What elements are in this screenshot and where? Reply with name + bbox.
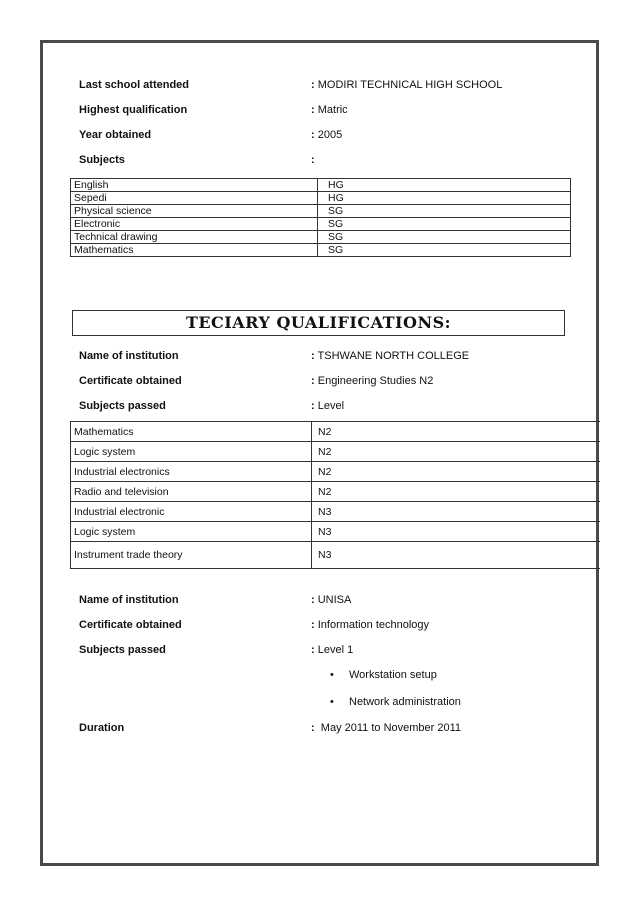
subject-grade: HG: [318, 179, 571, 192]
subject-level: N3: [312, 502, 601, 522]
subject-grade: SG: [318, 218, 571, 231]
subject-name: Logic system: [71, 522, 312, 542]
field-value-last-school: : MODIRI TECHNICAL HIGH SCHOOL: [311, 79, 503, 91]
table-row: [71, 422, 601, 442]
subject-name: Technical drawing: [71, 231, 318, 244]
subject-grade: SG: [318, 205, 571, 218]
subject-name: Physical science: [71, 205, 318, 218]
table-row: [71, 205, 571, 218]
subject-name: Mathematics: [71, 244, 318, 257]
subject-grade: HG: [318, 192, 571, 205]
subject-level: N3: [312, 522, 601, 542]
field-value-subjects-passed: : Level: [311, 400, 345, 412]
module-item: Network administration: [349, 696, 461, 708]
table-row: [71, 442, 601, 462]
field-value-institution: : TSHWANE NORTH COLLEGE: [311, 350, 470, 362]
table-row: [71, 179, 571, 192]
table-row: [71, 462, 601, 482]
field-label-institution: Name of institution: [79, 350, 179, 362]
subject-name: Sepedi: [71, 192, 318, 205]
bullet-icon: •: [330, 696, 334, 708]
field-label-certificate: Certificate obtained: [79, 375, 182, 387]
field-label-institution-unisa: Name of institution: [79, 594, 179, 606]
subject-name: Mathematics: [71, 422, 312, 442]
field-label-subjects-passed: Subjects passed: [79, 400, 166, 412]
field-label-last-school: Last school attended: [79, 79, 190, 91]
bullet-icon: •: [330, 669, 334, 681]
subject-name: Instrument trade theory: [71, 542, 312, 569]
table-row: [71, 231, 571, 244]
subject-level: N2: [312, 482, 601, 502]
field-label-subjects-passed-unisa: Subjects passed: [79, 644, 166, 656]
field-label-certificate-unisa: Certificate obtained: [79, 619, 182, 631]
subject-level: N2: [312, 442, 601, 462]
subject-grade: SG: [318, 231, 571, 244]
field-value-subjects: :: [311, 154, 315, 166]
tertiary-heading: TECIARY QUALIFICATIONS:: [72, 310, 565, 336]
field-value-duration: : May 2011 to November 2011: [311, 722, 462, 734]
table-row: [71, 192, 571, 205]
table-row: [71, 542, 601, 569]
field-value-certificate: : Engineering Studies N2: [311, 375, 434, 387]
field-label-year-obtained: Year obtained: [79, 129, 152, 141]
subject-name: English: [71, 179, 318, 192]
table-row: [71, 244, 571, 257]
subject-name: Industrial electronics: [71, 462, 312, 482]
table-row: [71, 502, 601, 522]
field-value-certificate-unisa: : Information technology: [311, 619, 430, 631]
field-label-duration: Duration: [79, 722, 125, 734]
school-subjects-table: [70, 178, 571, 257]
subject-name: Industrial electronic: [71, 502, 312, 522]
table-row: [71, 522, 601, 542]
subject-level: N2: [312, 422, 601, 442]
field-value-subjects-passed-unisa: : Level 1: [311, 644, 354, 656]
subject-grade: SG: [318, 244, 571, 257]
college-subjects-table: [70, 421, 600, 569]
field-label-highest-qualification: Highest qualification: [79, 104, 188, 116]
table-row: [71, 482, 601, 502]
field-label-subjects: Subjects: [79, 154, 125, 166]
field-value-institution-unisa: : UNISA: [311, 594, 352, 606]
field-value-highest-qualification: : Matric: [311, 104, 348, 116]
subject-name: Electronic: [71, 218, 318, 231]
table-row: [71, 218, 571, 231]
module-item: Workstation setup: [349, 669, 437, 681]
subject-level: N2: [312, 462, 601, 482]
subject-name: Radio and television: [71, 482, 312, 502]
field-value-year-obtained: : 2005: [311, 129, 343, 141]
subject-level: N3: [312, 542, 601, 569]
subject-name: Logic system: [71, 442, 312, 462]
